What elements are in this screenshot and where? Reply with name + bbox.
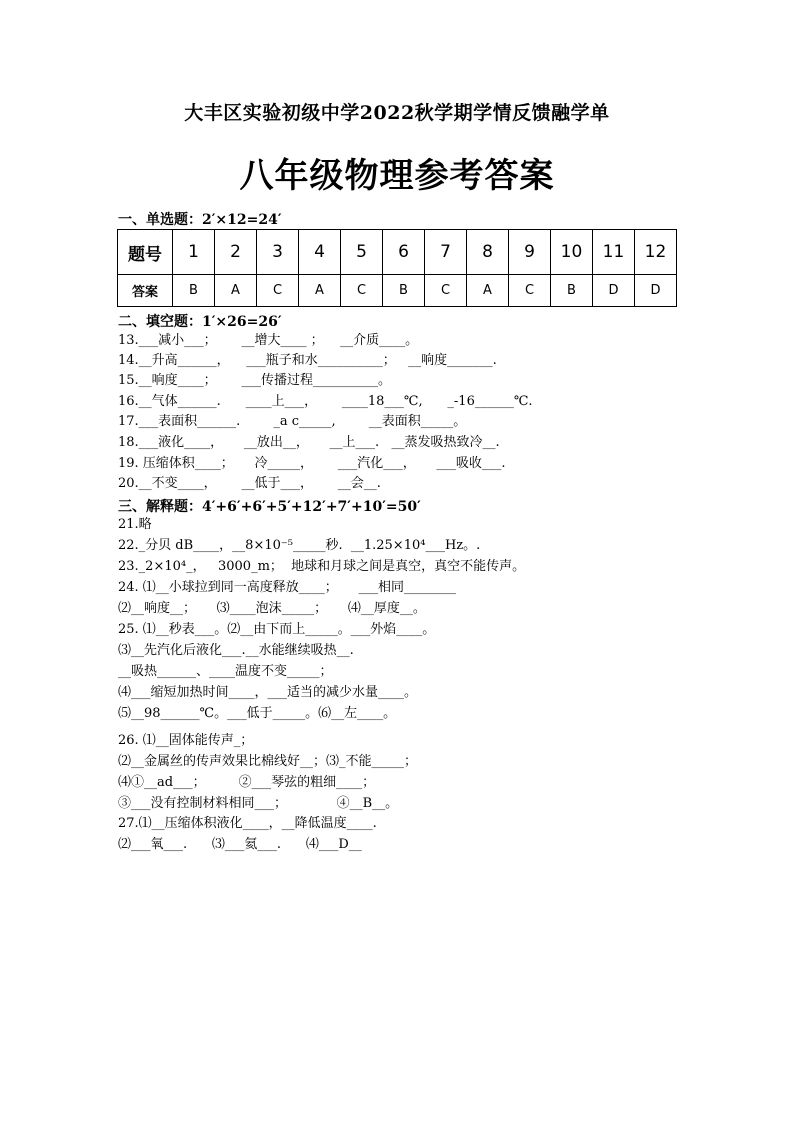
answer-line-24: 24. ⑴__小球拉到同一高度释放____； ___相同________ — [118, 580, 456, 595]
answer-cell: C — [341, 275, 383, 307]
question-number: 7 — [425, 230, 467, 275]
row-label-answer: 答案 — [118, 275, 173, 307]
answer-line-13: 13.___减小___； __增大____ ； __介质____。 — [118, 333, 419, 348]
row-label-question-number: 题号 — [118, 230, 173, 275]
answer-line-16: 16.__气体______. ____上___， ____18___℃, _-16______℃. — [118, 394, 533, 409]
answer-cell: D — [593, 275, 635, 307]
answer-cell: B — [551, 275, 593, 307]
answer-line-20: 20.__不变____， __低于___， __会__. — [118, 476, 381, 491]
answer-line-18: 18.___液化____， __放出__， __上___. __蒸发吸热致冷__. — [118, 435, 500, 450]
answer-cell: B — [383, 275, 425, 307]
question-number: 2 — [215, 230, 257, 275]
answer-line-27: 27.⑴__压缩体积液化____，__降低温度____. — [118, 816, 377, 831]
answer-line-25: 25. ⑴__秒表___。⑵__由下而上_____。___外焰____。 — [118, 622, 436, 637]
answer-line-15: 15.__响度____； ___传播过程__________。 — [118, 373, 391, 388]
answer-line-22: 22._分贝 dB____，__8×10⁻⁵_____秒. __1.25×10⁴___Hz。. — [118, 538, 481, 553]
answer-line-25e: ⑸__98______℃。___低于_____。⑹__左____。 — [118, 706, 397, 721]
section-2-heading: 二、填空题：1′×26=26′ — [118, 314, 282, 330]
answer-line-26c: ⑷①__ad___； ②___琴弦的粗细____； — [118, 775, 376, 790]
answer-line-24b: ⑵__响度__； ⑶____泡沫_____； ⑷__厚度__。 — [118, 601, 426, 616]
answer-line-25b: ⑶__先汽化后液化___.__水能继续吸热__. — [118, 643, 354, 658]
answer-cell: A — [299, 275, 341, 307]
question-number: 3 — [257, 230, 299, 275]
question-number: 8 — [467, 230, 509, 275]
answer-table — [117, 229, 677, 307]
question-number: 4 — [299, 230, 341, 275]
question-number: 11 — [593, 230, 635, 275]
answer-line-21: 21.略 — [118, 517, 152, 532]
page-title: 八年级物理参考答案 — [239, 156, 555, 196]
answer-line-19: 19. 压缩体积____； 冷_____， ___汽化___， ___吸收___. — [118, 456, 506, 471]
answer-line-27b: ⑵___氧___. ⑶___氦___. ⑷___D__ — [118, 837, 362, 852]
answer-line-26: 26. ⑴__固体能传声_； — [118, 733, 254, 748]
answer-line-26b: ⑵__金属丝的传声效果比棉线好__；⑶_不能_____； — [118, 754, 418, 769]
question-number: 5 — [341, 230, 383, 275]
answer-line-23: 23._2×10⁴_， 3000_m； 地球和月球之间是真空，真空不能传声。 — [118, 559, 526, 574]
section-3-heading: 三、解释题：4′+6′+6′+5′+12′+7′+10′=50′ — [118, 499, 421, 515]
answer-line-25d: ⑷___缩短加热时间____，___适当的减少水量____。 — [118, 685, 418, 700]
answer-cell: C — [257, 275, 299, 307]
answer-cell: B — [173, 275, 215, 307]
answer-cell: C — [509, 275, 551, 307]
answer-cell: C — [425, 275, 467, 307]
question-number: 6 — [383, 230, 425, 275]
school-header: 大丰区实验初级中学2022秋学期学情反馈融学单 — [184, 102, 610, 124]
section-1-heading: 一、单选题：2′×12=24′ — [118, 212, 282, 228]
table-row-numbers — [118, 230, 677, 275]
question-number: 9 — [509, 230, 551, 275]
answer-line-14: 14.__升高______， ___瓶子和水__________； __响度_______. — [118, 353, 497, 368]
table-row-answers — [118, 275, 677, 307]
answer-cell: A — [215, 275, 257, 307]
answer-cell: D — [635, 275, 677, 307]
answer-line-17: 17.___表面积______. _a c_____, __表面积_____。 — [118, 414, 467, 429]
question-number: 10 — [551, 230, 593, 275]
answer-line-25c: __吸热______、____温度不变_____； — [118, 664, 333, 679]
question-number: 1 — [173, 230, 215, 275]
answer-cell: A — [467, 275, 509, 307]
question-number: 12 — [635, 230, 677, 275]
answer-line-26d: ③___没有控制材料相同___； ④__B__。 — [118, 796, 399, 811]
